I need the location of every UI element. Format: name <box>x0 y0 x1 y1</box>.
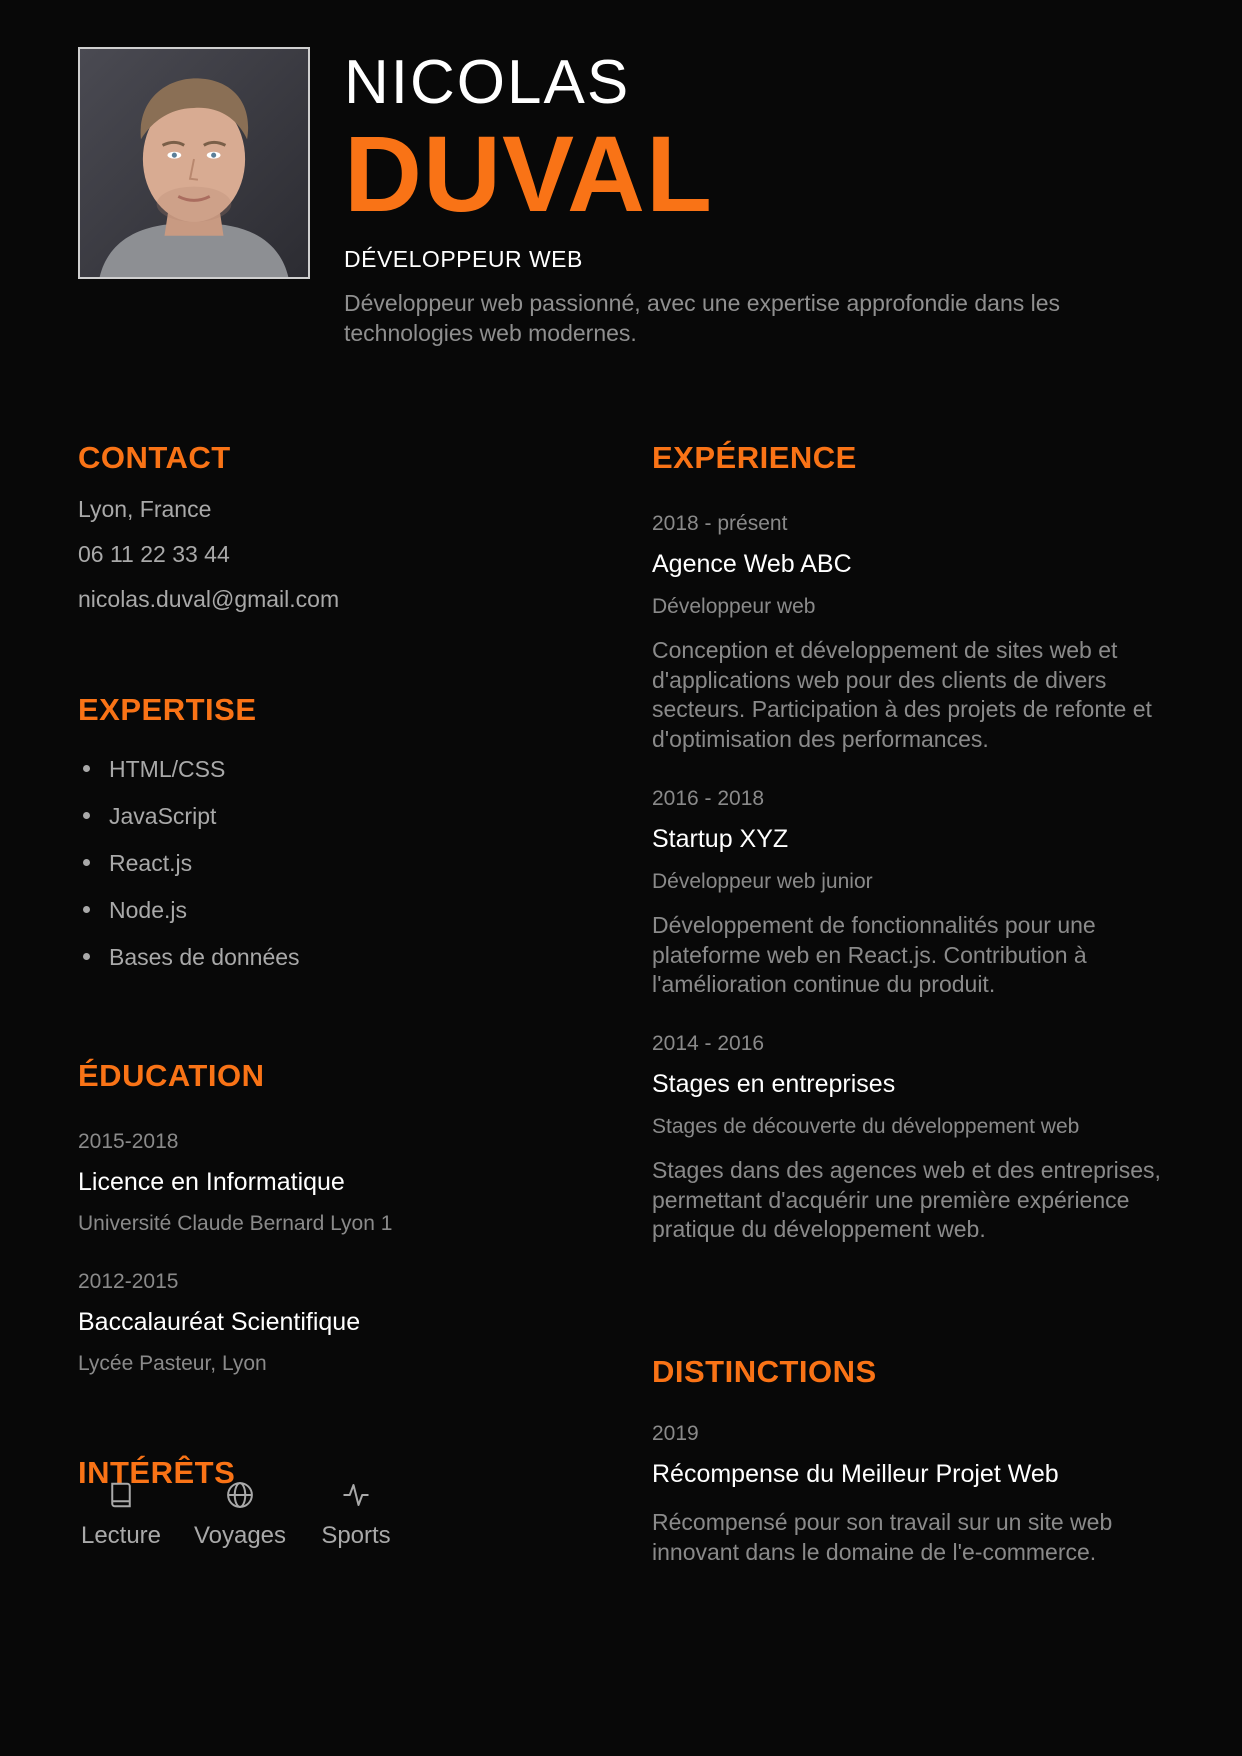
bullet-icon <box>83 953 90 960</box>
activity-icon <box>341 1480 371 1510</box>
education-degree: Baccalauréat Scientifique <box>78 1308 361 1336</box>
distinction-year: 2019 <box>652 1422 699 1445</box>
experience-dates: 2014 - 2016 <box>652 1032 765 1055</box>
distinction-name: Récompense du Meilleur Projet Web <box>652 1460 1059 1488</box>
skill-item <box>78 897 187 924</box>
distinctions-heading: DISTINCTIONS <box>652 1354 877 1389</box>
interest-item-voyages <box>190 1480 290 1550</box>
last-name: DUVAL <box>344 113 713 234</box>
interest-item-lecture <box>78 1480 164 1550</box>
contact-email[interactable]: nicolas.duval@gmail.com <box>78 586 340 612</box>
profile-summary: Développeur web passionné, avec une expertise approfondie dans les technologies web modernes. <box>344 290 1061 346</box>
interest-item-sports <box>316 1480 396 1550</box>
experience-role: Développeur web junior <box>652 870 873 893</box>
bullet-icon <box>83 906 90 913</box>
experience-description: Conception et développement de sites web et d'applications web pour des clients de divers secteurs. Participation à des projets de refonte et d'optimisation des performances. <box>652 637 1152 752</box>
experience-company: Startup XYZ <box>652 825 789 853</box>
skill-label: React.js <box>109 850 193 876</box>
interest-label: Lecture <box>80 1522 162 1549</box>
first-name: NICOLAS <box>344 48 631 117</box>
experience-company: Agence Web ABC <box>652 550 852 578</box>
experience-description: Développement de fonctionnalités pour une plateforme web en React.js. Contribution à l'amélioration continue du produit. <box>652 912 1096 997</box>
portrait-illustration <box>80 49 308 277</box>
interest-label: Voyages <box>193 1522 287 1549</box>
interest-label: Sports <box>321 1522 391 1549</box>
experience-role: Développeur web <box>652 595 816 618</box>
education-school: Université Claude Bernard Lyon 1 <box>78 1212 393 1235</box>
globe-icon <box>225 1480 255 1510</box>
experience-dates: 2016 - 2018 <box>652 787 765 810</box>
education-heading: ÉDUCATION <box>78 1058 265 1093</box>
contact-phone[interactable]: 06 11 22 33 44 <box>78 541 230 567</box>
skill-item <box>78 756 225 783</box>
interests-heading: INTÉRÊTS <box>78 1455 236 1490</box>
education-dates: 2015-2018 <box>78 1130 179 1153</box>
contact-heading: CONTACT <box>78 440 231 475</box>
contact-location: Lyon, France <box>78 496 212 522</box>
skill-label: Node.js <box>109 897 187 923</box>
experience-description: Stages dans des agences web et des entreprises, permettant d'acquérir une première expérience pratique du développement web. <box>652 1157 1161 1242</box>
education-degree: Licence en Informatique <box>78 1168 345 1196</box>
experience-dates: 2018 - présent <box>652 512 788 535</box>
bullet-icon <box>83 765 90 772</box>
experience-heading: EXPÉRIENCE <box>652 440 857 475</box>
skill-label: JavaScript <box>109 803 217 829</box>
education-dates: 2012-2015 <box>78 1270 179 1293</box>
bullet-icon <box>83 812 90 819</box>
education-school: Lycée Pasteur, Lyon <box>78 1352 267 1375</box>
job-title: DÉVELOPPEUR WEB <box>344 246 583 272</box>
skill-label: Bases de données <box>109 944 300 970</box>
skill-item <box>78 803 216 830</box>
book-icon <box>106 1480 136 1510</box>
skill-item <box>78 944 300 971</box>
skill-label: HTML/CSS <box>109 756 226 782</box>
bullet-icon <box>83 859 90 866</box>
profile-photo <box>78 47 310 279</box>
skill-item <box>78 850 192 877</box>
experience-company: Stages en entreprises <box>652 1070 896 1098</box>
expertise-heading: EXPERTISE <box>78 692 257 727</box>
experience-role: Stages de découverte du développement web <box>652 1115 1080 1138</box>
distinction-description: Récompensé pour son travail sur un site web innovant dans le domaine de l'e-commerce. <box>652 1509 1113 1565</box>
